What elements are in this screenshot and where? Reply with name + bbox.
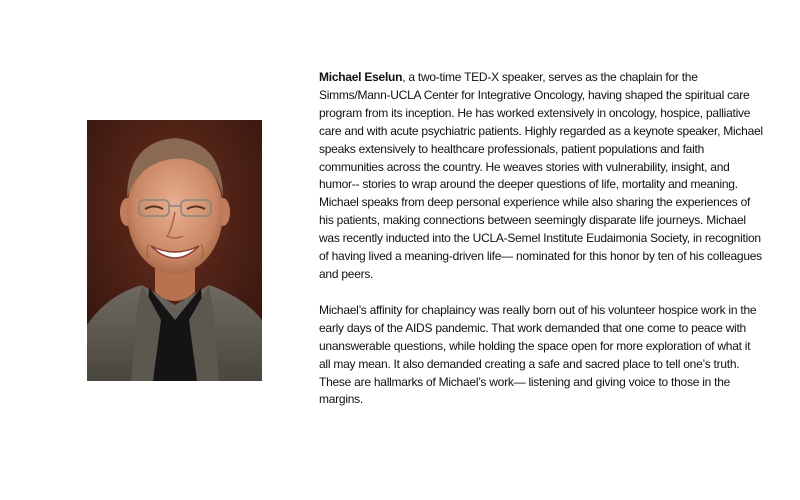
bio-text [319,69,764,409]
bio-paragraph-1-text: , a two-time TED-X speaker, serves as the chaplain for the Simms/Mann-UCLA Center for Integrative Oncology, having shaped the spiritual care program from its inception. He has worked extensively in oncology, hospice, palliative care and with acute psychiatric patients. Highly regarded as a keynote speaker, Michael speaks extensively to healthcare professionals, patient populations and faith communities across the country. He weaves stories with vulnerability, insight, and humor-- stories to wrap around the deeper questions of life, mortality and meaning. Michael speaks from deep personal experience while also sharing the experiences of his patients, making connections between seemingly disparate life journeys. Michael was recently inducted into the UCLA-Semel Institute Eudaimonia Society, in recognition of having lived a meaning-driven life— nominated for this honor by ten of his colleagues and peers. [319,70,763,281]
speaker-name: Michael Eselun [319,70,403,84]
portrait-photo [87,120,262,381]
bio-paragraph-1 [319,69,764,284]
bio-paragraph-2: Michael’s affinity for chaplaincy was really born out of his volunteer hospice work in the early days of the AIDS pandemic. That work demanded that one come to peace with unanswerable questions, while holding the space open for more exploration of what it all may mean. It also demanded creating a safe and sacred place to tell one’s truth. These are hallmarks of Michael’s work— listening and giving voice to those in the margins. [319,302,757,407]
